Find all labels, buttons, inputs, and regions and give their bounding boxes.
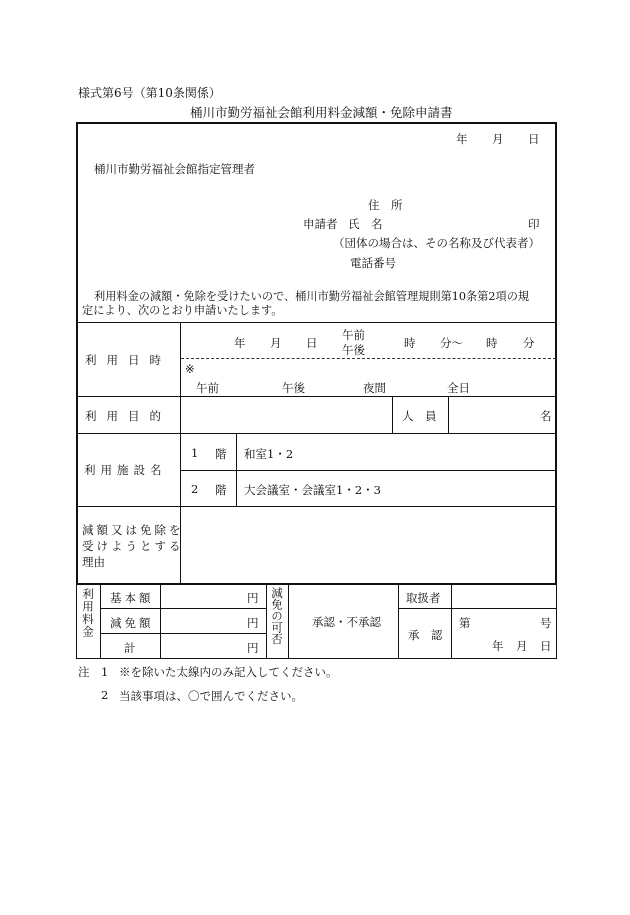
fee-bottom-rule xyxy=(76,658,557,659)
rule-datetime xyxy=(77,396,556,397)
slot-pm: 午後 xyxy=(282,381,305,395)
dt-am: 午前 xyxy=(342,328,365,342)
approve-label: 承 認 xyxy=(408,628,443,642)
phone-label: 電話番号 xyxy=(350,256,396,270)
approval-no-suffix: 号 xyxy=(540,616,552,630)
slot-allday: 全日 xyxy=(447,381,470,395)
fee-col-6 xyxy=(451,584,452,658)
dt-minute-from: 分～ xyxy=(440,336,463,350)
form-number: 様式第6号（第10条関係） xyxy=(78,86,221,100)
approval-column-label: 減免の可否 xyxy=(270,587,284,645)
rule-top-section xyxy=(77,322,556,323)
fee-col-5 xyxy=(398,584,399,658)
approval-no-prefix: 第 xyxy=(459,616,471,630)
fee-label: 利用料金 xyxy=(81,588,95,638)
applicant-label: 申請者 xyxy=(303,217,338,231)
fee-right-rule xyxy=(556,584,557,658)
fee-total-yen: 円 xyxy=(247,641,259,655)
note-1-prefix: 注 1 xyxy=(78,665,109,679)
purpose-label: 利用目的 xyxy=(85,409,171,423)
fee-handler-rule xyxy=(398,608,556,609)
approval-date-year: 年 xyxy=(492,639,504,653)
approval-date-month: 月 xyxy=(516,639,528,653)
office-use-mark: ※ xyxy=(185,362,195,376)
purpose-divider-2 xyxy=(448,396,449,433)
name-label: 氏 名 xyxy=(348,217,383,231)
fee-col-1 xyxy=(100,584,101,658)
address-label: 住 所 xyxy=(368,198,403,212)
people-label: 人 員 xyxy=(402,409,437,423)
dt-month: 月 xyxy=(270,336,282,350)
dt-pm: 午後 xyxy=(342,343,365,357)
fee-reduction-label: 減免額 xyxy=(110,616,154,630)
floor-1-unit: 階 xyxy=(215,447,227,461)
fee-row-2 xyxy=(100,633,266,634)
fee-basic-label: 基本額 xyxy=(110,591,154,605)
fee-col-2 xyxy=(160,584,161,658)
facility-divider xyxy=(236,433,237,506)
dt-hour-2: 時 xyxy=(486,336,498,350)
approval-date-day: 日 xyxy=(540,639,552,653)
floor-2-no: 2 xyxy=(191,482,199,496)
note-2-prefix: 2 xyxy=(101,688,109,702)
date-year: 年 xyxy=(456,132,468,146)
slot-am: 午前 xyxy=(196,381,219,395)
floor-2-unit: 階 xyxy=(215,483,227,497)
rule-facility-mid xyxy=(181,470,556,471)
approval-choice: 承認・不承認 xyxy=(312,615,381,629)
addressee: 桶川市勤労福祉会館指定管理者 xyxy=(94,162,255,176)
purpose-divider-1 xyxy=(392,396,393,433)
floor-1-rooms: 和室1・2 xyxy=(244,447,294,461)
fee-col-4 xyxy=(288,584,289,658)
form-title: 桶川市勤労福祉会館利用料金減額・免除申請書 xyxy=(190,105,453,120)
rule-facility xyxy=(77,506,556,507)
statement-line-1: 利用料金の減額・免除を受けたいので、桶川市勤労福祉会館管理規則第10条第2項の規 xyxy=(94,290,530,303)
dt-hour: 時 xyxy=(404,336,416,350)
facility-label: 利用施設名 xyxy=(84,463,167,477)
slot-night: 夜間 xyxy=(363,381,386,395)
date-month: 月 xyxy=(492,132,504,146)
fee-left-rule xyxy=(76,584,77,658)
reason-line-3: 理由 xyxy=(82,555,105,569)
reason-line-1: 減額又は免除を xyxy=(82,523,184,537)
fee-basic-yen: 円 xyxy=(247,591,259,605)
floor-2-rooms: 大会議室・会議室1・2・3 xyxy=(244,483,381,497)
group-note: （団体の場合は、その名称及び代表者） xyxy=(333,236,540,250)
datetime-dashed-rule xyxy=(181,358,556,359)
fee-reduction-yen: 円 xyxy=(247,616,259,630)
fee-total-label: 計 xyxy=(124,641,136,655)
note-2-text: 当該事項は、〇で囲んでください。 xyxy=(119,689,303,703)
seal-mark: 印 xyxy=(528,217,540,231)
reason-line-2: 受けようとする xyxy=(82,539,184,553)
rule-purpose xyxy=(77,433,556,434)
dt-year: 年 xyxy=(234,336,246,350)
date-day: 日 xyxy=(528,132,540,146)
dt-day: 日 xyxy=(306,336,318,350)
fee-col-3 xyxy=(266,584,267,658)
statement-line-2: 定により、次のとおり申請いたします。 xyxy=(82,304,283,317)
fee-row-1 xyxy=(100,608,266,609)
handler-label: 取扱者 xyxy=(406,591,441,605)
floor-1-no: 1 xyxy=(191,446,199,460)
people-unit: 名 xyxy=(540,409,552,423)
usage-datetime-label: 利用日時 xyxy=(85,353,171,367)
dt-minute-2: 分 xyxy=(523,336,535,350)
note-1-text: ※を除いた太線内のみ記入してください。 xyxy=(119,665,338,679)
